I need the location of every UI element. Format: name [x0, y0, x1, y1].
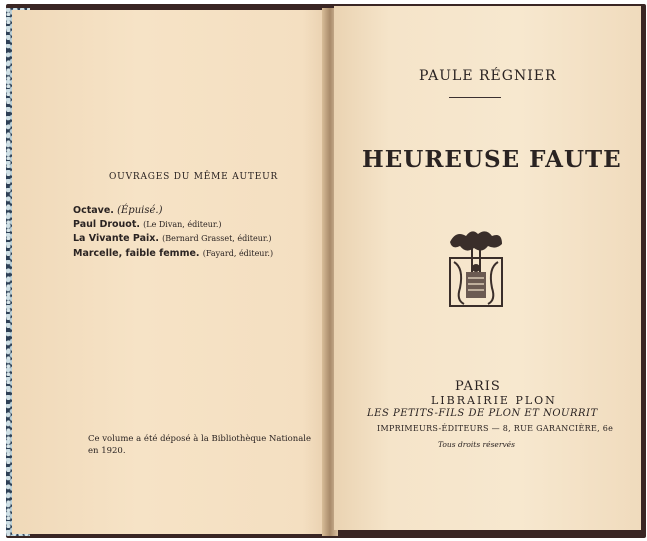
- publisher-emblem-icon: [446, 228, 506, 310]
- work-note: (Fayard, éditeur.): [202, 249, 274, 258]
- work-note: (Épuisé.): [117, 205, 163, 216]
- works-heading: OUVRAGES DU MÊME AUTEUR: [109, 172, 279, 182]
- author-rule: [449, 97, 501, 98]
- imprint-successor: LES PETITS-FILS DE PLON ET NOURRIT: [367, 408, 598, 419]
- imprint-address: IMPRIMEURS-ÉDITEURS — 8, RUE GARANCIÈRE, 6e: [377, 424, 614, 433]
- work-title: Octave.: [73, 205, 114, 216]
- work-title: Marcelle, faible femme.: [73, 248, 200, 259]
- work-item: [73, 248, 273, 259]
- imprint-rights: Tous droits réservés: [438, 440, 515, 449]
- imprint-city: PARIS: [455, 379, 501, 394]
- work-note: (Bernard Grasset, éditeur.): [162, 234, 272, 243]
- author-name: PAULE RÉGNIER: [419, 68, 557, 84]
- imprint-publisher: LIBRAIRIE PLON: [431, 394, 557, 407]
- work-title: Paul Drouot.: [73, 219, 140, 230]
- work-note: (Le Divan, éditeur.): [143, 220, 222, 229]
- work-item: [73, 219, 222, 230]
- work-item: [73, 205, 162, 216]
- work-title: La Vivante Paix.: [73, 233, 159, 244]
- deposit-note: Ce volume a été déposé à la Bibliothèque Nationale en 1920.: [88, 434, 312, 456]
- book-title: HEUREUSE FAUTE: [362, 146, 622, 173]
- work-item: [73, 233, 272, 244]
